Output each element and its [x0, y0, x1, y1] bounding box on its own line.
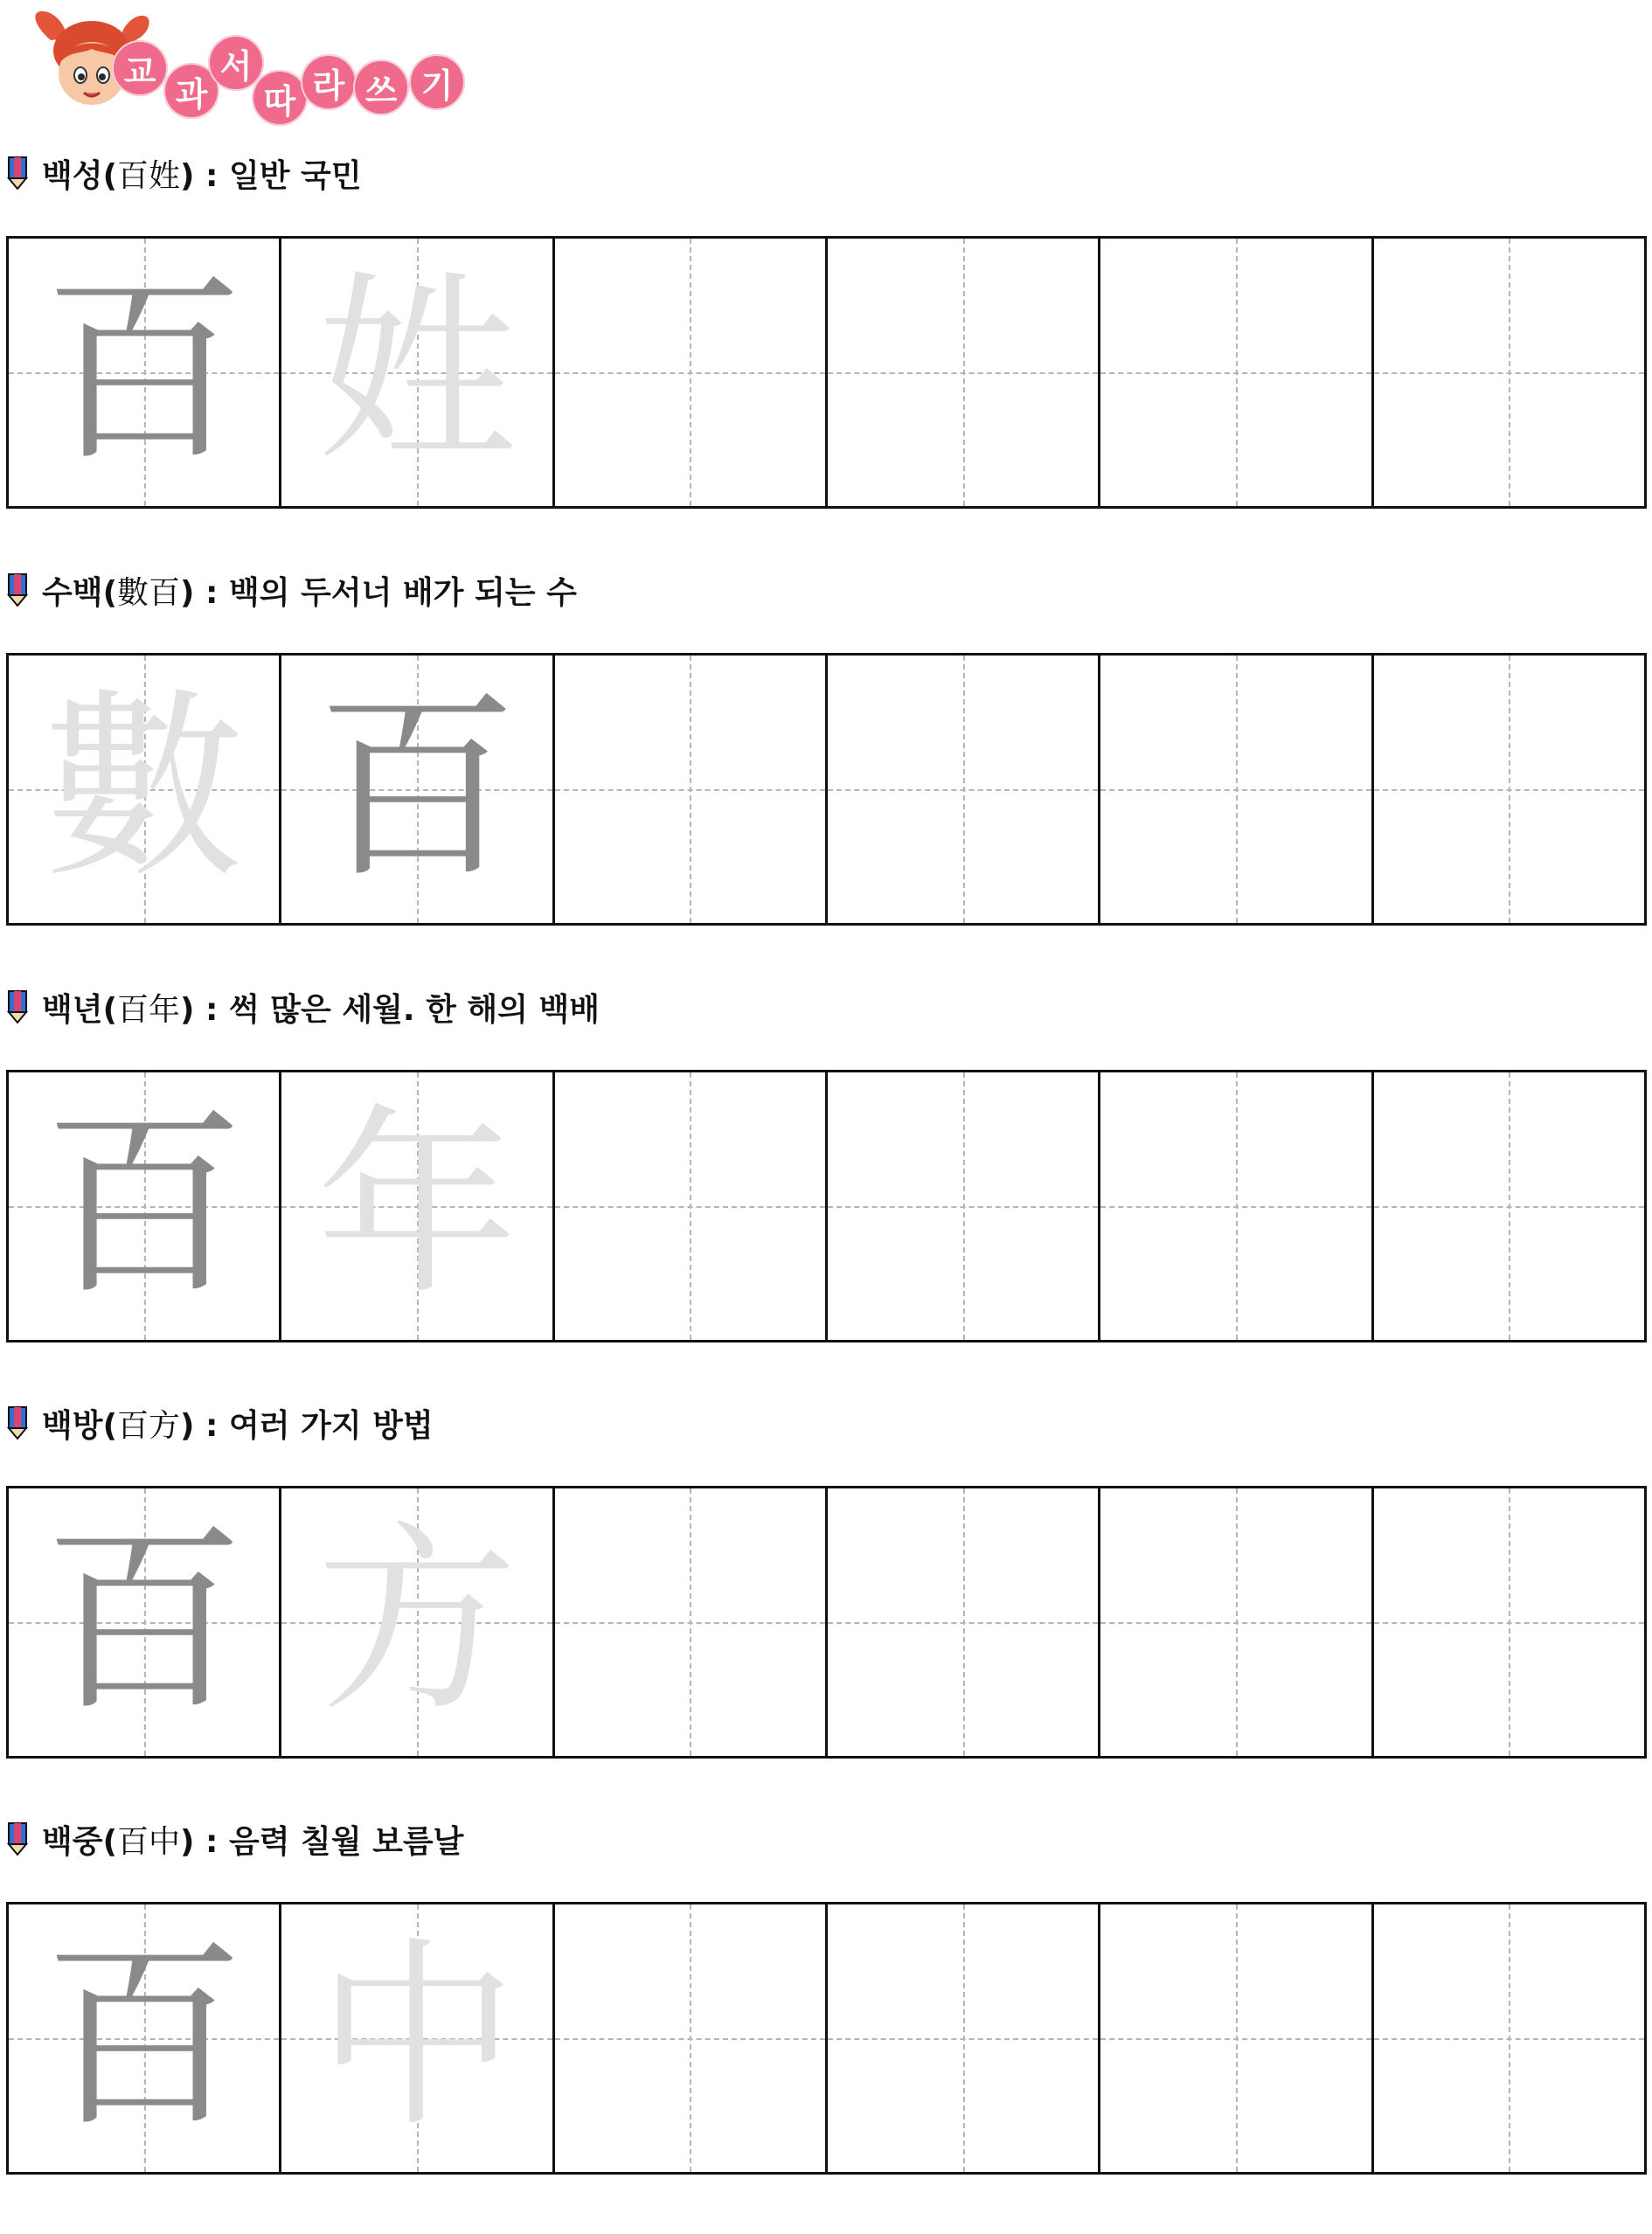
practice-cell[interactable] [1100, 1904, 1373, 2172]
logo-char: 과 [163, 63, 219, 119]
hanja-text: 百方 [117, 1407, 181, 1444]
logo-char: 교 [112, 40, 168, 96]
section-title: 백년(百年) : 썩 많은 세월. 한 해의 백배 [42, 991, 600, 1028]
practice-cell[interactable] [1100, 1072, 1373, 1340]
model-cell [281, 1904, 554, 2172]
practice-section [0, 152, 1652, 568]
model-cell [9, 1488, 281, 1756]
model-glyph: 百 [43, 1921, 245, 2154]
practice-cell[interactable] [555, 656, 828, 923]
model-cell [281, 1072, 554, 1340]
word-text: 수백 [42, 574, 103, 611]
practice-cell[interactable] [1100, 656, 1373, 923]
practice-cell[interactable] [828, 1904, 1100, 2172]
practice-cell[interactable] [828, 656, 1100, 923]
practice-cell[interactable] [555, 1488, 828, 1756]
practice-cell[interactable] [1374, 656, 1644, 923]
meaning-text: 썩 많은 세월. 한 해의 백배 [228, 991, 600, 1028]
hanja-text: 百中 [117, 1823, 181, 1860]
worksheet-logo [26, 5, 481, 119]
practice-cell[interactable] [828, 239, 1100, 506]
model-cell [281, 239, 554, 506]
hanja-text: 百姓 [117, 157, 181, 194]
model-cell [281, 1488, 554, 1756]
writing-grid [6, 653, 1647, 926]
word-text: 백성 [42, 157, 103, 194]
practice-cell[interactable] [1100, 239, 1373, 506]
pencil-icon [7, 572, 28, 607]
meaning-text: 여러 가지 방법 [228, 1407, 434, 1444]
section-heading [7, 1818, 463, 1860]
practice-cell[interactable] [555, 239, 828, 506]
pencil-icon [7, 989, 28, 1024]
model-glyph: 百 [43, 1505, 245, 1738]
practice-section [0, 1402, 1652, 1818]
hanja-text: 數百 [117, 574, 181, 611]
practice-cell[interactable] [1100, 1488, 1373, 1756]
section-title: 백중(百中) : 음력 칠월 보름날 [42, 1823, 464, 1860]
meaning-text: 일반 국민 [228, 157, 362, 194]
logo-char: 쓰 [353, 59, 409, 115]
model-glyph: 方 [316, 1505, 517, 1738]
practice-section [0, 1818, 1652, 2234]
model-cell [9, 1904, 281, 2172]
logo-char: 서 [208, 35, 264, 91]
model-glyph: 姓 [316, 255, 517, 489]
logo-char: 라 [301, 54, 357, 110]
hanja-text: 百年 [117, 991, 181, 1028]
model-cell [9, 656, 281, 923]
logo-char: 기 [409, 54, 465, 110]
pencil-icon [7, 1821, 28, 1856]
word-text: 백중 [42, 1823, 103, 1860]
writing-grid [6, 236, 1647, 509]
model-glyph: 年 [316, 1089, 517, 1322]
practice-cell[interactable] [1374, 1488, 1644, 1756]
practice-cell[interactable] [1374, 239, 1644, 506]
model-glyph: 百 [316, 672, 517, 905]
section-heading [7, 152, 362, 194]
pencil-icon [7, 156, 28, 191]
section-title: 수백(數百) : 백의 두서너 배가 되는 수 [42, 574, 577, 611]
model-cell [281, 656, 554, 923]
practice-section [0, 986, 1652, 1402]
pencil-icon [7, 1405, 28, 1440]
writing-grid [6, 1486, 1647, 1759]
model-glyph: 百 [43, 255, 245, 489]
writing-grid [6, 1070, 1647, 1342]
practice-cell[interactable] [1374, 1904, 1644, 2172]
logo-char: 따 [252, 70, 308, 126]
section-heading [7, 1402, 434, 1444]
model-cell [9, 1072, 281, 1340]
word-text: 백방 [42, 1407, 103, 1444]
model-glyph: 數 [43, 672, 245, 905]
practice-section [0, 569, 1652, 985]
section-title: 백방(百方) : 여러 가지 방법 [42, 1407, 434, 1444]
practice-cell[interactable] [1374, 1072, 1644, 1340]
practice-cell[interactable] [828, 1488, 1100, 1756]
meaning-text: 백의 두서너 배가 되는 수 [228, 574, 577, 611]
meaning-text: 음력 칠월 보름날 [228, 1823, 464, 1860]
section-heading [7, 569, 577, 611]
word-text: 백년 [42, 991, 103, 1028]
practice-cell[interactable] [555, 1072, 828, 1340]
writing-grid [6, 1902, 1647, 2175]
section-heading [7, 986, 600, 1028]
model-glyph: 中 [316, 1921, 517, 2154]
model-glyph: 百 [43, 1089, 245, 1322]
practice-cell[interactable] [555, 1904, 828, 2172]
model-cell [9, 239, 281, 506]
section-title: 백성(百姓) : 일반 국민 [42, 157, 362, 194]
practice-cell[interactable] [828, 1072, 1100, 1340]
